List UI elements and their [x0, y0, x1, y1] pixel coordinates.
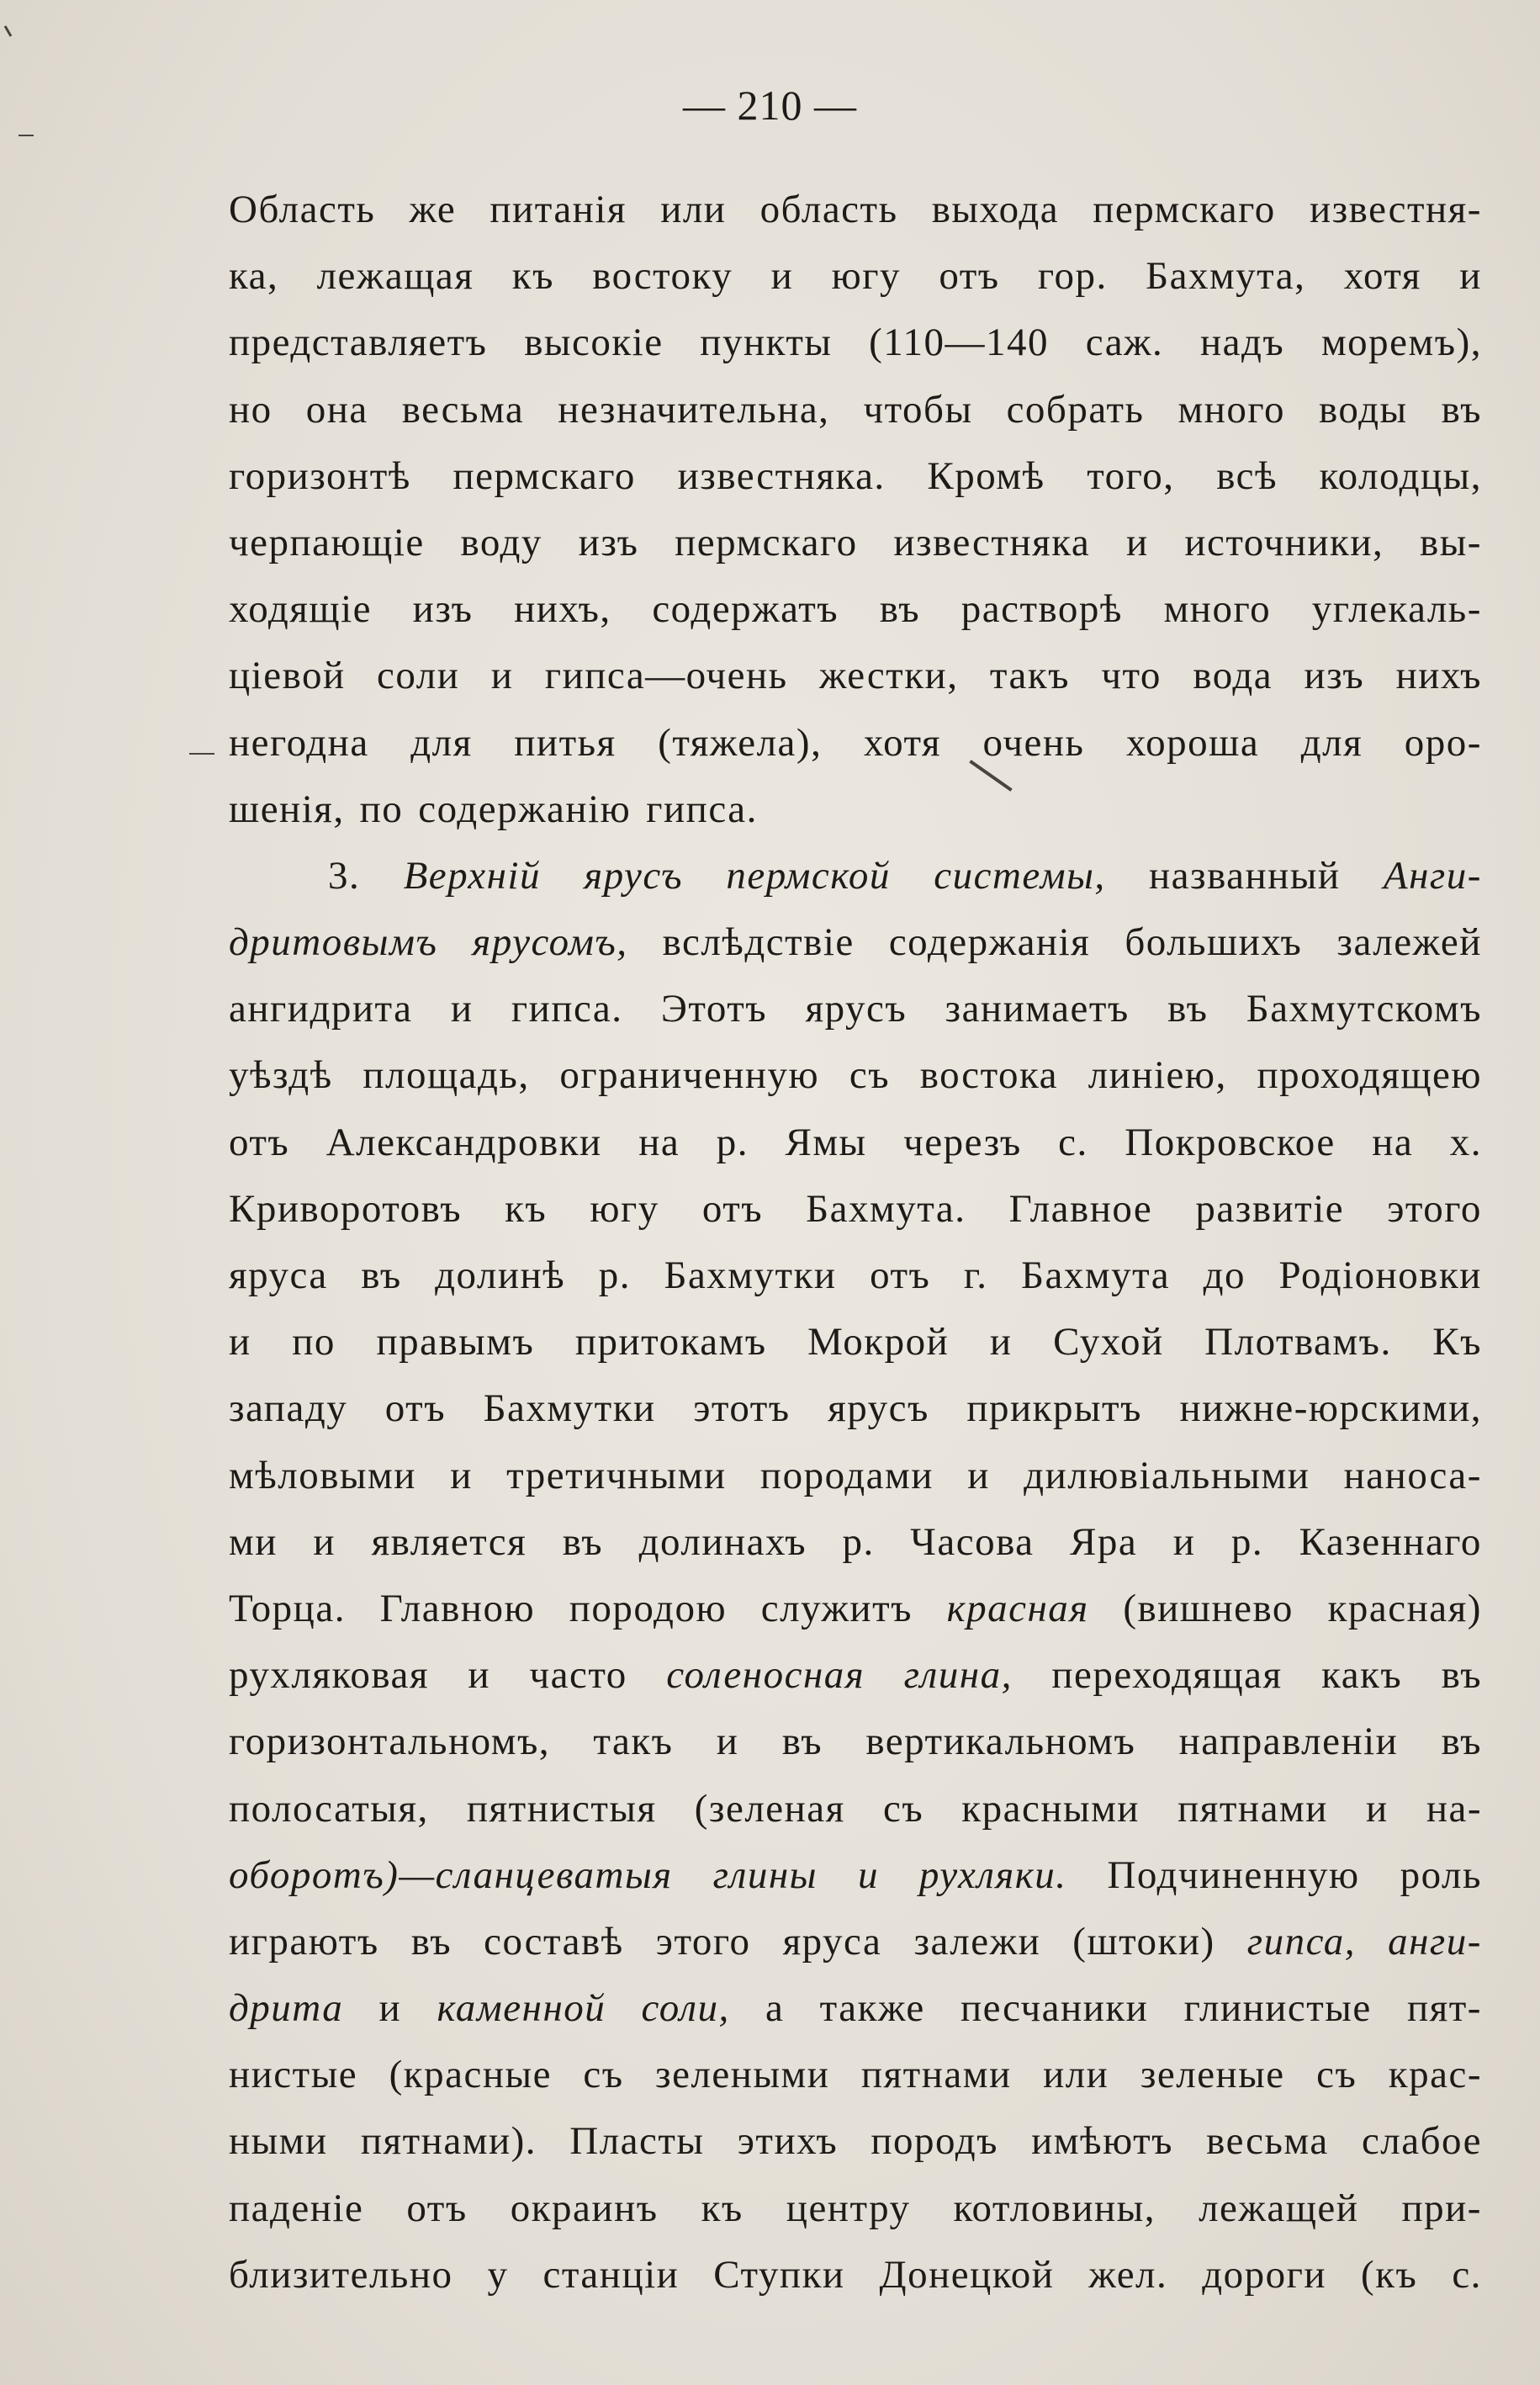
word: вслѣдствіе: [662, 920, 855, 965]
word: проходящею: [1257, 1053, 1482, 1098]
word: питанія: [490, 188, 627, 231]
word: дритовымъ: [229, 920, 438, 965]
text-line: [229, 310, 1482, 376]
text-line: [229, 576, 1482, 643]
word: углекаль-: [1311, 587, 1482, 632]
word: Бахмутки: [483, 1386, 656, 1431]
word: растворѣ: [961, 587, 1123, 632]
word: западу: [229, 1386, 348, 1431]
word: Родіоновки: [1278, 1253, 1482, 1297]
word: и: [313, 1519, 336, 1564]
word: къ: [701, 2186, 744, 2230]
word: известняка.: [677, 453, 886, 498]
word: саж.: [1085, 321, 1164, 365]
word: до: [1203, 1253, 1246, 1297]
word: къ: [511, 254, 554, 299]
word: лежащей: [1199, 2186, 1359, 2230]
word: ярусъ: [805, 987, 908, 1031]
word: и: [490, 654, 514, 698]
word: негодна: [229, 720, 369, 765]
word: Верхній: [403, 853, 541, 898]
word: (красные: [389, 2053, 552, 2097]
word: вы-: [1420, 520, 1482, 564]
word: и: [857, 1852, 879, 1897]
word: центру: [786, 2186, 911, 2230]
word: р.: [716, 1120, 749, 1164]
word: этого: [655, 1919, 751, 1964]
text-line: [229, 1909, 1482, 1975]
word: лежащая: [316, 254, 474, 299]
word: весьма: [1206, 2119, 1329, 2164]
word: питья: [514, 720, 617, 765]
text-line: [229, 1842, 1482, 1909]
word: много: [1163, 587, 1272, 632]
word: изъ: [412, 587, 474, 632]
text-line: [229, 510, 1482, 576]
word: известняка: [893, 520, 1091, 564]
word: Криворотовъ: [229, 1186, 462, 1231]
word: гипса,: [1246, 1919, 1357, 1964]
word: пермской: [726, 853, 891, 898]
word: область: [759, 188, 898, 231]
word: горизонтѣ: [229, 453, 411, 498]
word: съ: [849, 1053, 891, 1098]
word: соли: [377, 654, 460, 698]
word: въ: [562, 1519, 604, 1564]
word: и: [1366, 1786, 1389, 1831]
text-line: [229, 909, 1482, 976]
word: и: [1125, 520, 1149, 564]
word: Главною: [379, 1586, 536, 1630]
text-line: [229, 1042, 1482, 1109]
word: большихъ: [1125, 920, 1303, 965]
text-line: [229, 243, 1482, 310]
text-line: [229, 843, 1482, 909]
word: востоку: [592, 254, 733, 299]
word: красная): [1327, 1586, 1482, 1630]
word: въ: [879, 587, 921, 632]
word: по: [359, 787, 404, 831]
word: яруса: [229, 1253, 328, 1297]
word: пятнами: [1177, 1786, 1328, 1831]
word: (штоки): [1072, 1919, 1215, 1964]
word: с.: [1452, 2252, 1482, 2297]
word: изъ: [1304, 654, 1365, 698]
word: рухляки.: [918, 1852, 1067, 1897]
word: площадь,: [363, 1053, 530, 1098]
word: служитъ: [760, 1586, 913, 1630]
text-line: [229, 1709, 1482, 1775]
text-line: [229, 1975, 1482, 2042]
word: хотя: [1343, 254, 1421, 299]
word: г.: [963, 1253, 988, 1297]
word: пермскаго: [1093, 188, 1276, 231]
word: Главное: [1008, 1186, 1153, 1231]
word: что: [1101, 654, 1162, 698]
word: при-: [1401, 2186, 1482, 2230]
word: Александровки: [325, 1120, 602, 1164]
word: содержанію: [418, 787, 632, 831]
word-gap: [631, 776, 646, 843]
text-line: [229, 1375, 1482, 1442]
word: вода: [1193, 654, 1273, 698]
word: роль: [1400, 1852, 1482, 1897]
text-line: [229, 2042, 1482, 2108]
word: вертикальномъ: [865, 1720, 1136, 1764]
word: или: [660, 188, 727, 231]
page-number: — 210 —: [683, 82, 857, 129]
word: залежи: [913, 1919, 1041, 1964]
word-gap: [403, 776, 418, 843]
word: крас-: [1388, 2053, 1482, 2097]
word: жестки,: [818, 654, 959, 698]
word: паденіе: [229, 2186, 364, 2230]
word: нистые: [229, 2053, 358, 2097]
word: соли,: [641, 1986, 730, 2031]
word: въ: [1441, 1653, 1482, 1698]
word: но: [229, 387, 273, 432]
word: 3.: [328, 853, 361, 898]
body-text: [229, 177, 1482, 2308]
word: системы,: [934, 853, 1106, 898]
word: уѣздѣ: [229, 1053, 333, 1098]
word: глинистые: [1183, 1986, 1372, 2031]
word: къ: [505, 1186, 548, 1231]
word: глина,: [903, 1653, 1013, 1698]
word: пятнами: [860, 2053, 1012, 2097]
word: Бахмута,: [1146, 254, 1306, 299]
word: высокіе: [524, 321, 664, 365]
text-line: [229, 2108, 1482, 2175]
word: Покровское: [1125, 1120, 1336, 1164]
word: шенія,: [229, 787, 345, 831]
word: оборотъ)—сланцеватыя: [229, 1852, 673, 1897]
word: притокамъ: [574, 1320, 767, 1365]
word: моремъ),: [1320, 321, 1482, 365]
word: съ: [583, 2053, 624, 2097]
word: очень: [982, 720, 1085, 765]
word: пят-: [1407, 1986, 1482, 2031]
word: зелеными: [655, 2053, 830, 2097]
text-line: [229, 377, 1482, 443]
word: содержанія: [888, 920, 1091, 965]
word: ярусъ: [828, 1386, 929, 1431]
word: надъ: [1200, 321, 1285, 365]
word: для: [1300, 720, 1363, 765]
word: пермскаго: [452, 453, 636, 498]
word: долинѣ: [435, 1253, 566, 1297]
word: чтобы: [863, 387, 973, 432]
word: направленіи: [1178, 1720, 1399, 1764]
word: Этотъ: [660, 987, 768, 1031]
word: отъ: [939, 254, 1000, 299]
word: Пласты: [569, 2119, 705, 2164]
word: часто: [529, 1653, 627, 1698]
word: Бахмута: [1021, 1253, 1171, 1297]
word: воды: [1319, 387, 1408, 432]
word: (къ: [1361, 2252, 1418, 2297]
word: же: [409, 188, 457, 231]
word: собрать: [1006, 387, 1145, 432]
word: Анги-: [1383, 853, 1482, 898]
word: известня-: [1309, 188, 1482, 231]
word: Донецкой: [879, 2252, 1055, 2297]
word: въ: [781, 1720, 823, 1764]
word: Бахмутки: [664, 1253, 837, 1297]
word: и: [450, 1453, 473, 1497]
word: отъ: [384, 1386, 447, 1431]
word: ціевой: [229, 654, 346, 698]
word: этихъ: [737, 2119, 839, 2164]
word: и: [967, 1453, 990, 1497]
text-line: [229, 1576, 1482, 1642]
text-line: [229, 1443, 1482, 1509]
word: ка,: [229, 254, 279, 299]
word: въ: [361, 1253, 402, 1297]
word: пятнами).: [360, 2119, 537, 2164]
word: дороги: [1202, 2252, 1327, 2297]
word: у: [487, 2252, 509, 2297]
word: станціи: [542, 2252, 680, 2297]
word: Сухой: [1053, 1320, 1164, 1365]
word: прикрытъ: [966, 1386, 1142, 1431]
word: полосатыя,: [229, 1786, 429, 1831]
word: незначительна,: [558, 387, 830, 432]
word: и: [450, 987, 474, 1031]
text-line: [229, 1776, 1482, 1842]
word: на-: [1426, 1786, 1482, 1831]
word: (110—140: [869, 321, 1050, 365]
word: въ: [1167, 987, 1209, 1031]
word: ярусъ: [584, 853, 684, 898]
word: по: [292, 1320, 336, 1365]
word: оро-: [1404, 720, 1482, 765]
text-line: [229, 177, 1482, 243]
word: и: [989, 1320, 1013, 1365]
word: дрита: [229, 1986, 344, 2031]
word: Торца.: [229, 1586, 346, 1630]
word: зеленые: [1140, 2053, 1285, 2097]
text-line: [229, 643, 1482, 709]
text-line: [229, 976, 1482, 1042]
word: (тяжела),: [658, 720, 823, 765]
word: этотъ: [693, 1386, 791, 1431]
word: Ступки: [713, 2252, 845, 2297]
word: глины: [712, 1852, 818, 1897]
word: занимаетъ: [945, 987, 1130, 1031]
word: ангидрита: [229, 987, 413, 1031]
word: такъ: [593, 1720, 674, 1764]
word: хотя: [863, 720, 941, 765]
word: въ: [1441, 387, 1482, 432]
word: югу: [590, 1186, 659, 1231]
word: на: [1372, 1120, 1414, 1164]
word: Мокрой: [807, 1320, 950, 1365]
word: имѣютъ: [1031, 2119, 1173, 2164]
word: составѣ: [484, 1919, 624, 1964]
word: правымъ: [376, 1320, 535, 1365]
word: Ямы: [785, 1120, 867, 1164]
word: Плотвамъ.: [1204, 1320, 1392, 1365]
word: востока: [919, 1053, 1059, 1098]
word: пятнистыя: [466, 1786, 657, 1831]
word: содержатъ: [652, 587, 839, 632]
word: хороша: [1125, 720, 1260, 765]
word: гор.: [1037, 254, 1108, 299]
text-line: [229, 1509, 1482, 1576]
word: ярусомъ,: [472, 920, 628, 965]
word: и: [1459, 254, 1482, 299]
word: и: [468, 1653, 491, 1698]
word: нихъ,: [514, 587, 611, 632]
text-line: [229, 1243, 1482, 1309]
scan-mark-top-left: [4, 25, 13, 37]
word: выхода: [931, 188, 1060, 231]
word: р.: [842, 1519, 875, 1564]
word: залежей: [1336, 920, 1482, 965]
word: горизонтальномъ,: [229, 1720, 551, 1764]
word: долинахъ: [638, 1519, 807, 1564]
word: въ: [410, 1919, 452, 1964]
word: Яра: [1070, 1519, 1138, 1564]
scan-mark-left-1: [19, 135, 34, 136]
word: (зеленая: [694, 1786, 845, 1831]
word: окраинъ: [510, 2186, 659, 2230]
word: Область: [229, 188, 376, 231]
text-line: [229, 1309, 1482, 1375]
text-line: [229, 1110, 1482, 1176]
word: такъ: [989, 654, 1070, 698]
word: ограниченную: [559, 1053, 820, 1098]
word: породами: [759, 1453, 934, 1497]
word: развитіе: [1195, 1186, 1345, 1231]
word: каменной: [437, 1986, 606, 2031]
word: пермскаго: [675, 520, 858, 564]
word: пункты: [700, 321, 833, 365]
word: играютъ: [229, 1919, 379, 1964]
word: гипса.: [511, 987, 623, 1031]
text-line: [229, 1642, 1482, 1709]
word: отъ: [229, 1120, 290, 1164]
word: съ: [1316, 2053, 1357, 2097]
word: мѣловыми: [229, 1453, 416, 1497]
text-line: [229, 1176, 1482, 1243]
word: Часова: [910, 1519, 1035, 1564]
word: гипса—очень: [544, 654, 788, 698]
word: она: [305, 387, 368, 432]
word: и: [1172, 1519, 1196, 1564]
word: линіею,: [1088, 1053, 1227, 1098]
word: отъ: [870, 1253, 931, 1297]
word: х.: [1449, 1120, 1482, 1164]
word: черпающіе: [229, 520, 425, 564]
word: Казеннаго: [1299, 1519, 1482, 1564]
word: (вишнево: [1123, 1586, 1294, 1630]
word: весьма: [401, 387, 525, 432]
word: этого: [1387, 1186, 1482, 1231]
word: источники,: [1184, 520, 1384, 564]
word: отъ: [701, 1186, 764, 1231]
word-gap: [345, 776, 360, 843]
word: и: [716, 1720, 739, 1764]
word: на: [638, 1120, 680, 1164]
word: породою: [569, 1586, 728, 1630]
word: Бахмутскомъ: [1246, 987, 1482, 1031]
word: песчаники: [960, 1986, 1149, 2031]
word: ми: [229, 1519, 278, 1564]
word: колодцы,: [1319, 453, 1482, 498]
word: яруса: [782, 1919, 882, 1964]
word: или: [1043, 2053, 1109, 2097]
word: всѣ: [1216, 453, 1278, 498]
word: югу: [831, 254, 901, 299]
word: р.: [1230, 1519, 1264, 1564]
word: гипса.: [646, 787, 758, 831]
text-line: [229, 2176, 1482, 2242]
word: соленосная: [666, 1653, 865, 1698]
word: а: [765, 1986, 785, 2031]
word: третичными: [506, 1453, 727, 1497]
scan-mark-left-2: [189, 753, 214, 755]
word: Подчиненную: [1107, 1852, 1360, 1897]
word: воду: [460, 520, 542, 564]
word: для: [410, 720, 473, 765]
text-line: [229, 2242, 1482, 2308]
text-line: [229, 776, 1482, 843]
word: ными: [229, 2119, 328, 2164]
word: р.: [598, 1253, 631, 1297]
text-line: [229, 710, 1482, 776]
word: Къ: [1432, 1320, 1482, 1365]
word: названный: [1149, 853, 1341, 898]
word: представляетъ: [229, 321, 488, 365]
word: нижне-юрскими,: [1179, 1386, 1482, 1431]
word: с.: [1058, 1120, 1088, 1164]
word: изъ: [578, 520, 639, 564]
word: черезъ: [903, 1120, 1022, 1164]
text-line: [229, 443, 1482, 510]
word: наноса-: [1343, 1453, 1482, 1497]
word: съ: [882, 1786, 924, 1831]
word: и: [378, 1986, 402, 2031]
word: слабое: [1361, 2119, 1482, 2164]
word: также: [819, 1986, 925, 2031]
word: Кромѣ: [927, 453, 1045, 498]
word: отъ: [406, 2186, 468, 2230]
word: рухляковая: [229, 1653, 429, 1698]
word: анги-: [1388, 1919, 1482, 1964]
word: и: [770, 254, 794, 299]
word: въ: [1441, 1720, 1482, 1764]
word: котловины,: [953, 2186, 1156, 2230]
word: дилювіальными: [1024, 1453, 1310, 1497]
word: и: [229, 1320, 251, 1365]
word: много: [1177, 387, 1286, 432]
word: нихъ: [1395, 654, 1482, 698]
word: ходящіе: [229, 587, 372, 632]
word: является: [371, 1519, 527, 1564]
word: Бахмута.: [806, 1186, 966, 1231]
word: какъ: [1321, 1653, 1403, 1698]
word: красными: [961, 1786, 1140, 1831]
word: породъ: [871, 2119, 998, 2164]
word: близительно: [229, 2252, 453, 2297]
word: жел.: [1088, 2252, 1168, 2297]
word: красная: [946, 1586, 1089, 1630]
word: переходящая: [1051, 1653, 1283, 1698]
word: того,: [1087, 453, 1175, 498]
